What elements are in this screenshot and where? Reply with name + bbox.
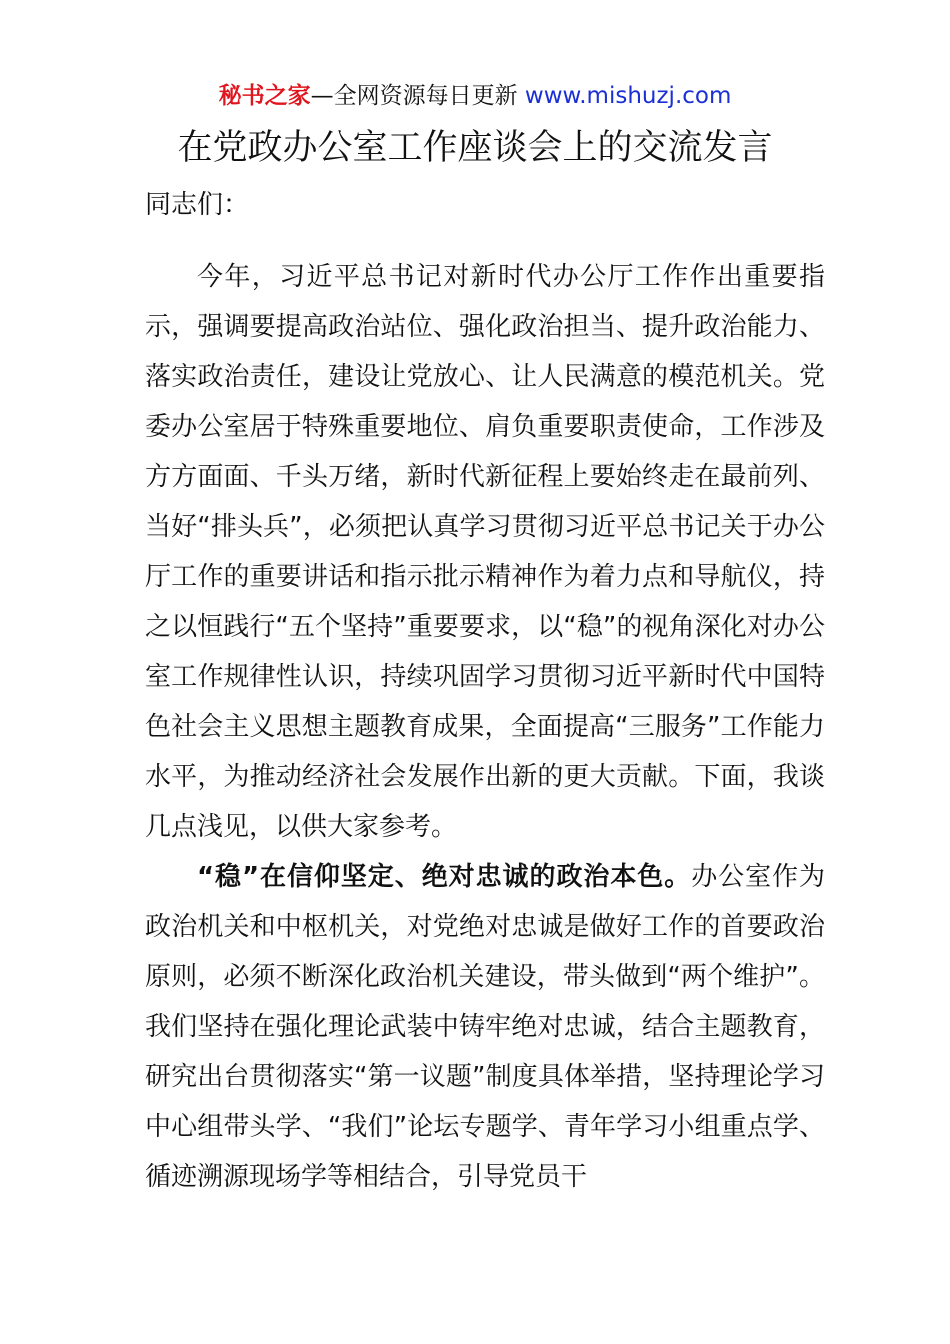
header-tagline: —全网资源每日更新 bbox=[310, 83, 525, 109]
paragraph-section-1 bbox=[145, 852, 825, 1202]
paragraph-text: 办公室作为政治机关和中枢机关，对党绝对忠诚是做好工作的首要政治原则，必须不断深化政治机关建设，带头做到“两个维护”。我们坚持在强化理论武装中铸牢绝对忠诚，结合主题教育，研究出台贯彻落实“第一议题”制度具体举措，坚持理论学习中心组带头学、“我们”论坛专题学、青年学习小组重点学、循迹溯源现场学等相结合，引导党员干 bbox=[145, 862, 825, 1192]
site-url-link[interactable]: www.mishuzj.com bbox=[524, 83, 732, 109]
salutation: 同志们： bbox=[145, 190, 250, 220]
paragraph-lead: “稳”在信仰坚定、绝对忠诚的政治本色。 bbox=[197, 862, 692, 892]
paragraph-intro bbox=[145, 252, 825, 852]
site-header bbox=[0, 80, 950, 112]
paragraph-text: 今年，习近平总书记对新时代办公厅工作作出重要指示，强调要提高政治站位、强化政治担当、提升政治能力、落实政治责任，建设让党放心、让人民满意的模范机关。党委办公室居于特殊重要地位、肩负重要职责使命，工作涉及方方面面、千头万绪，新时代新征程上要始终走在最前列、当好“排头兵”，必须把认真学习贯彻习近平总书记关于办公厅工作的重要讲话和指示批示精神作为着力点和导航仪，持之以恒践行“五个坚持”重要要求，以“稳”的视角深化对办公室工作规律性认识，持续巩固学习贯彻习近平新时代中国特色社会主义思想主题教育成果，全面提高“三服务”工作能力水平，为推动经济社会发展作出新的更大贡献。下面，我谈几点浅见，以供大家参考。 bbox=[145, 262, 825, 842]
document-title: 在党政办公室工作座谈会上的交流发言 bbox=[177, 128, 773, 168]
brand-name: 秘书之家 bbox=[218, 83, 311, 109]
